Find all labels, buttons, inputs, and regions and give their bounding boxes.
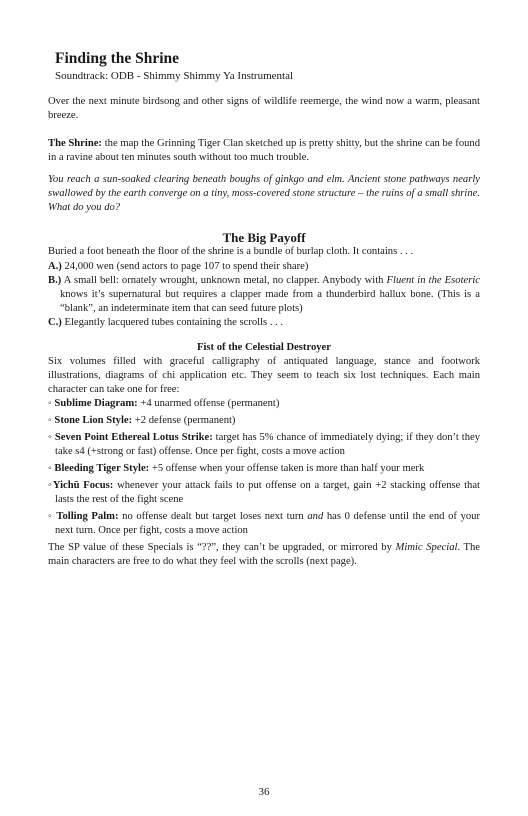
technique-italic: and — [307, 511, 324, 522]
readaloud-paragraph: You reach a sun-soaked clearing beneath boughs of ginkgo and elm. Ancient stone pathways nearly swallowed by the earth converge on a tiny, moss-covered stone structure – the ruins of a small shrine. What do you do? — [48, 174, 480, 213]
bullet-icon: ◦ — [48, 432, 52, 443]
item-text: knows it’s supernatural but requires a clapper made from a thunderbird hallux bone. (This is a “blank”, an indeterminate item that can seed future plots) — [60, 289, 480, 314]
bullet-icon: ◦ — [48, 511, 53, 522]
list-item — [48, 397, 480, 411]
list-item — [48, 260, 480, 274]
technique-desc: +5 offense when your offense taken is more than half your merk — [151, 463, 425, 474]
technique-name: Seven Point Ethereal Lotus Strike: — [54, 432, 213, 443]
item-label: B.) — [48, 275, 62, 286]
closing-text: . The main characters are free to do what they feel with the scrolls (next page). — [48, 542, 481, 567]
list-item — [48, 479, 480, 507]
technique-desc: has 0 defense until the end of your next turn. Once per fight, costs a move action — [55, 511, 480, 536]
closing-italic: Mimic Special — [395, 542, 458, 553]
fist-heading: Fist of the Celestial Destroyer — [197, 342, 331, 353]
technique-list — [48, 397, 480, 569]
bullet-icon: ◦ — [48, 398, 52, 409]
shrine-paragraph — [48, 137, 480, 165]
item-label: C.) — [48, 317, 62, 328]
intro-paragraph: Over the next minute birdsong and other signs of wildlife reemerge, the wind now a warm, pleasant breeze. — [48, 96, 480, 121]
technique-desc: whenever your attack fails to put offense on a target, gain +2 stacking offense that lasts the rest of the fight scene — [55, 480, 480, 505]
technique-name: Stone Lion Style: — [54, 415, 133, 426]
soundtrack-line: Soundtrack: ODB - Shimmy Shimmy Ya Instrumental — [55, 70, 294, 82]
payoff-heading: The Big Payoff — [222, 230, 306, 245]
page-number: 36 — [258, 786, 270, 798]
bullet-icon: ◦ — [48, 480, 53, 491]
item-text: A small bell: ornately wrought, unknown metal, no clapper. Anybody with — [63, 275, 384, 286]
fist-intro: Six volumes filled with graceful calligraphy of antiquated language, stance and footwork illustrations, diagrams of chi application etc. They seem to teach six lost techniques. Each main character can take one for free: — [48, 356, 480, 395]
item-label: A.) — [48, 261, 62, 272]
list-item — [48, 510, 480, 538]
list-item — [48, 431, 480, 459]
list-item — [48, 316, 480, 330]
technique-desc: +4 unarmed offense (permanent) — [140, 398, 280, 409]
payoff-intro: Buried a foot beneath the floor of the shrine is a bundle of burlap cloth. It contains . . . — [48, 246, 414, 257]
shrine-text: the map the Grinning Tiger Clan sketched up is pretty shitty, but the shrine can be found in a ravine about ten minutes south without too much trouble. — [48, 138, 481, 163]
technique-name: Yichū Focus: — [52, 480, 114, 491]
technique-name: Tolling Palm: — [56, 511, 119, 522]
list-item — [48, 274, 480, 316]
technique-name: Sublime Diagram: — [54, 398, 138, 409]
item-text: Elegantly lacquered tubes containing the scrolls . . . — [64, 317, 284, 328]
payoff-list — [48, 260, 480, 330]
closing-text: The SP value of these Specials is “??”, they can’t be upgraded, or mirrored by — [48, 542, 392, 553]
section-title: Finding the Shrine — [55, 50, 180, 67]
bullet-icon: ◦ — [48, 415, 52, 426]
item-text: 24,000 wen (send actors to page 107 to spend their share) — [64, 261, 309, 272]
shrine-label: The Shrine: — [48, 138, 102, 149]
page — [48, 0, 480, 816]
technique-desc: target has 5% chance of immediately dying; if they don’t they take s4 (+strong or fast) offense. Once per fight, costs a move action — [55, 432, 480, 457]
item-italic: Fluent in the Esoteric — [386, 275, 480, 286]
closing-paragraph — [48, 541, 480, 569]
list-item — [48, 462, 480, 476]
technique-desc: +2 defense (permanent) — [134, 415, 236, 426]
technique-desc: no offense dealt but target loses next turn — [122, 511, 304, 522]
list-item — [48, 414, 480, 428]
bullet-icon: ◦ — [48, 463, 52, 474]
technique-name: Bleeding Tiger Style: — [54, 463, 150, 474]
